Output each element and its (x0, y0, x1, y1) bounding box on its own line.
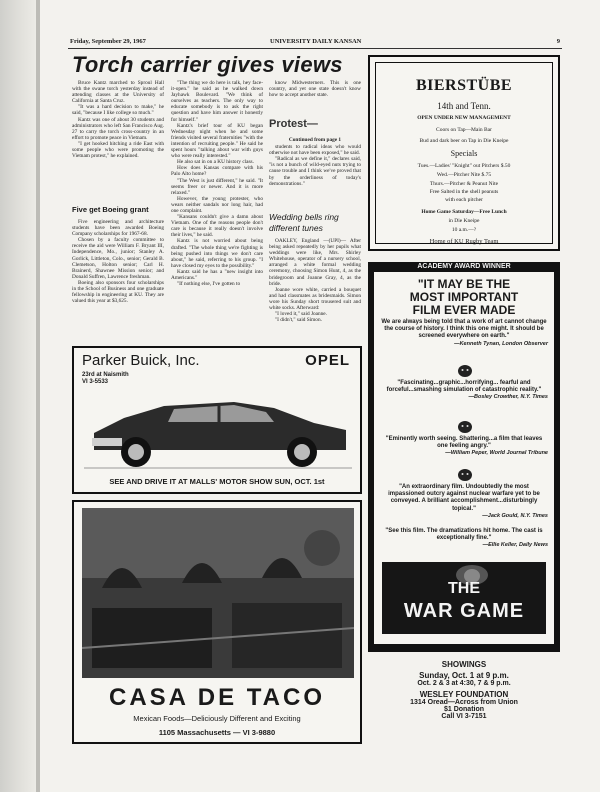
bierstube-specials: Specials (450, 149, 478, 158)
article-paragraph: students to radical ideas who would otherwise not have been exposed," he said. (269, 144, 361, 157)
parker-tagline: SEE AND DRIVE IT AT MALLS' MOTOR SHOW SUN, OCT. 1st (109, 477, 325, 486)
quote-attribution: —William Peper, World Journal Tribune (445, 450, 548, 457)
parker-name: Parker Buick, Inc. (82, 352, 200, 369)
opel-logo: OPEL (305, 352, 350, 369)
quote-peper (380, 436, 548, 458)
big-quote-line2: MOST IMPORTANT (409, 290, 519, 304)
war-game-title-block (382, 562, 546, 634)
opel-car-illustration (84, 378, 352, 474)
article-paragraph: Kantz was one of about 30 students and administrators who left San Francisco Aug. 27 to carry the torch cross-country in an effort to promote peace in Vietnam. (72, 116, 164, 141)
bierstube-game: Home Game Saturday—Free Lunch (421, 209, 507, 215)
paper-name: UNIVERSITY DAILY KANSAN (270, 38, 362, 45)
war-game-inner (374, 272, 554, 644)
showing-sunday: Sunday, Oct. 1 at 9 p.m. (419, 671, 509, 680)
wedding-article (269, 238, 361, 323)
parker-phone: VI 3-5533 (82, 379, 109, 385)
bierstube-special-wed: Wed.—Pitcher Nite $.75 (436, 172, 492, 178)
continued-note: Continued from page 1 (288, 137, 342, 143)
war-game-ad (368, 262, 560, 652)
article-paragraph: How does Kansas compare with his Palo Alto home? (171, 165, 263, 178)
article-paragraph: "The West is just different," he said. "It seems freer or newer. And it is more relaxed." (171, 177, 263, 196)
article-paragraph: "The thing we do here is talk, hey face-it-open." he said as he walked down Jayhawk Boulevard. "We think of ourselves as teachers. The only way to educate somebody is to ask the right question and have him answer it honestly for himself." (171, 80, 263, 123)
bierstube-address: 14th and Tenn. (437, 101, 491, 111)
quote-text: "See this film. The dramatizations hit home. The cast is exceptionally fine." (385, 528, 543, 542)
protest-article (269, 137, 361, 187)
venue-address: 1314 Oread—Across from Union (410, 699, 518, 706)
casa-de-taco-ad (72, 500, 362, 744)
wedding-heading: Wedding bells ring different tunes (269, 212, 339, 233)
article-paragraph: "If nothing else, I've gotten to (177, 281, 241, 288)
article-paragraph: "I get hooked hitching a ride East with some people who were promoting the Vietnam protest," he explained. (72, 140, 164, 160)
bierstube-management: OPEN UNDER NEW MANAGEMENT (417, 115, 511, 121)
bierstube-inner-border (375, 62, 553, 244)
war-game-title-the: THE (448, 580, 480, 597)
bierstube-time: 10 a.m.—? (451, 227, 477, 233)
page-number: 9 (556, 38, 560, 45)
quote-text: "Fascinating...graphic...horrifying... fearful and forceful...smashing simulation of catastrophic reality." (386, 380, 542, 394)
article-paragraph: He also sat in on a KU history class. (177, 159, 254, 166)
bierstube-title: BIERSTÜBE (415, 77, 513, 94)
restaurant-interior-photo (82, 508, 354, 678)
article-paragraph: However, the young protester, who wears neither sandals nor long hair, had one complaint. (171, 195, 263, 214)
article-col-1 (72, 80, 164, 159)
casa-address: 1105 Massachusetts — VI 3-9880 (158, 728, 276, 737)
protest-heading: Protest— (269, 118, 318, 130)
article-paragraph: Joanne wore white, carried a bouquet and had classmates as bridesmaids. Simon wore his Sunday short trousered suit and white socks. Afterward: (269, 286, 361, 312)
article-paragraph: "It was a hard decision to make," he said, "because I like college so much." (72, 104, 164, 117)
header-rule (68, 48, 562, 49)
article-paragraph: Kantz said he has a "new insight into Americans." (171, 268, 263, 281)
casa-title: CASA DE TACO (109, 684, 325, 711)
article-paragraph: OAKLEY, England —(UPI)— After being asked repeatedly by her pupils what weddings were like, Mrs. Shirley Whitehouse, operator of a nursery school, arranged a white formal wedding ceremony, choosing Simon Hunt, 4, as the bridegroom and Joanne Gray, 4, as the bride. (269, 238, 361, 287)
quote-attribution: —Ellie Keller, Daily News (482, 542, 548, 549)
bierstube-coors: Coors on Tap—Main Bar (436, 127, 492, 133)
showings-heading: SHOWINGS (441, 660, 487, 669)
quote-tynan (380, 319, 548, 348)
article-paragraph: Kantz's brief tour of KU began Wednesday night when he and some friends visited several fraternities "with the intention of recruiting people." He said he spent hours "talking about war with guys who were really interested." (171, 122, 263, 160)
bierstube-peanuts: Free Salted in the shell peanuts (429, 189, 499, 195)
venue-name: WESLEY FOUNDATION (419, 690, 509, 699)
bierstube-pitcher: with each pitcher (445, 197, 483, 203)
war-game-title: WAR GAME (403, 600, 525, 622)
main-headline: Torch carrier gives views (72, 52, 343, 77)
face-icon (456, 468, 474, 482)
academy-banner: ACADEMY AWARD WINNER (417, 263, 511, 270)
quote-gould (380, 484, 548, 520)
quote-attribution: —Bosley Crowther, N.Y. Times (468, 394, 548, 401)
boeing-heading: Five get Boeing grant (72, 205, 149, 214)
article-paragraph: Bruce Kantz marched to Sproul Hall with the swane torch yesterday instead of attending classes at the University of California at Santa Cruz. (72, 80, 164, 105)
quote-keller (380, 528, 548, 550)
bierstube-rugby: Home of KU Rugby Team (429, 238, 499, 245)
article-paragraph: "I loved it," said Joanne. (275, 311, 327, 318)
showing-times: Oct. 2 & 3 at 4:30, 7 & 9 p.m. (417, 680, 511, 687)
article-paragraph: Boeing also sponsors four scholarships in the School of Business and one graduate fellowship in engineering at KU. They are valued this year at $3,625. (72, 279, 164, 305)
boeing-article (72, 219, 164, 304)
article-col-2 (171, 80, 263, 287)
big-quote-line3: FILM EVER MADE (412, 303, 516, 317)
face-icon (456, 420, 474, 434)
big-quote-line1: "IT MAY BE THE (417, 277, 511, 291)
issue-date: Friday, September 29, 1967 (70, 38, 146, 45)
binding-shadow (36, 0, 40, 792)
parker-address: 23rd at Naismith (82, 372, 129, 378)
article-paragraph: Chosen by a faculty committee to receive the aid were William F. Bryant III, Independence, Mo., junior; Stanley A. Gorlick, Littleton, Colo., senior; Gerald B. Clemetson, Holton senior; Carl H. Brainerd, Shawnee Mission senior; and Donald Suffren, Lawrence freshman. (72, 237, 164, 280)
face-icon (456, 364, 474, 378)
article-paragraph: "Kansans couldn't give a damn about Vietnam. One of the reasons people don't care is because it really doesn't involve their lives," he said. (171, 214, 263, 239)
quote-text: "Eminently worth seeing. Shattering...a film that leaves one feeling angry." (385, 436, 543, 450)
quote-text: We are always being told that a work of art cannot change the course of history. I think this one might. It should be screened everywhere on earth." (381, 319, 547, 340)
donation: $1 Donation (443, 706, 485, 713)
article-paragraph: know Midwesterners. This is one country, and yet one state doesn't know how to accept another state. (269, 80, 361, 99)
showings-info (368, 660, 560, 720)
bierstube-special-thurs: Thurs.—Pitcher & Peanut Nite (429, 181, 499, 187)
bierstube-kneipe: in Die Kneipe (448, 218, 480, 224)
contact-phone: Call VI 3-7151 (441, 713, 487, 720)
quote-attribution: —Kenneth Tynan, London Observer (454, 340, 548, 347)
article-col-3 (269, 80, 361, 98)
article-paragraph: "I didn't," said Simon. (275, 317, 322, 324)
article-paragraph: Five engineering and architecture students have been awarded Boeing Company scholarships for 1967-68. (72, 219, 164, 238)
quote-text: "An extraordinary film. Undoubtedly the most impassioned outcry against nuclear warfare yet to be conveyed. A brilliant accomplishment...disturbingly topical." (388, 484, 540, 512)
parker-buick-ad (72, 346, 362, 494)
article-paragraph: "Radical as we define it," declares said, "is not a bunch of wild-eyed nuts trying to cause trouble and I think we've proved that by the orderliness of today's demonstrations." (269, 156, 361, 187)
article-paragraph: Kantz is not worried about being drafted. "The whole thing we're fighting is being pushed into things we don't care about," he said, referring to his group. "I have closed my eyes to the possibility." (171, 238, 263, 269)
bierstube-special-tues: Tues.—Ladies' "Knight" out Pitchers $.50 (417, 163, 511, 169)
bierstube-bud: Bud and dark beer on Tap in Die Kneipe (419, 138, 509, 144)
quote-crowther (380, 380, 548, 402)
quote-attribution: —Jack Gould, N.Y. Times (482, 512, 548, 519)
bierstube-ad (368, 55, 560, 251)
binding-margin (0, 0, 36, 792)
casa-subtitle: Mexican Foods—Deliciously Different and Exciting (133, 714, 301, 723)
